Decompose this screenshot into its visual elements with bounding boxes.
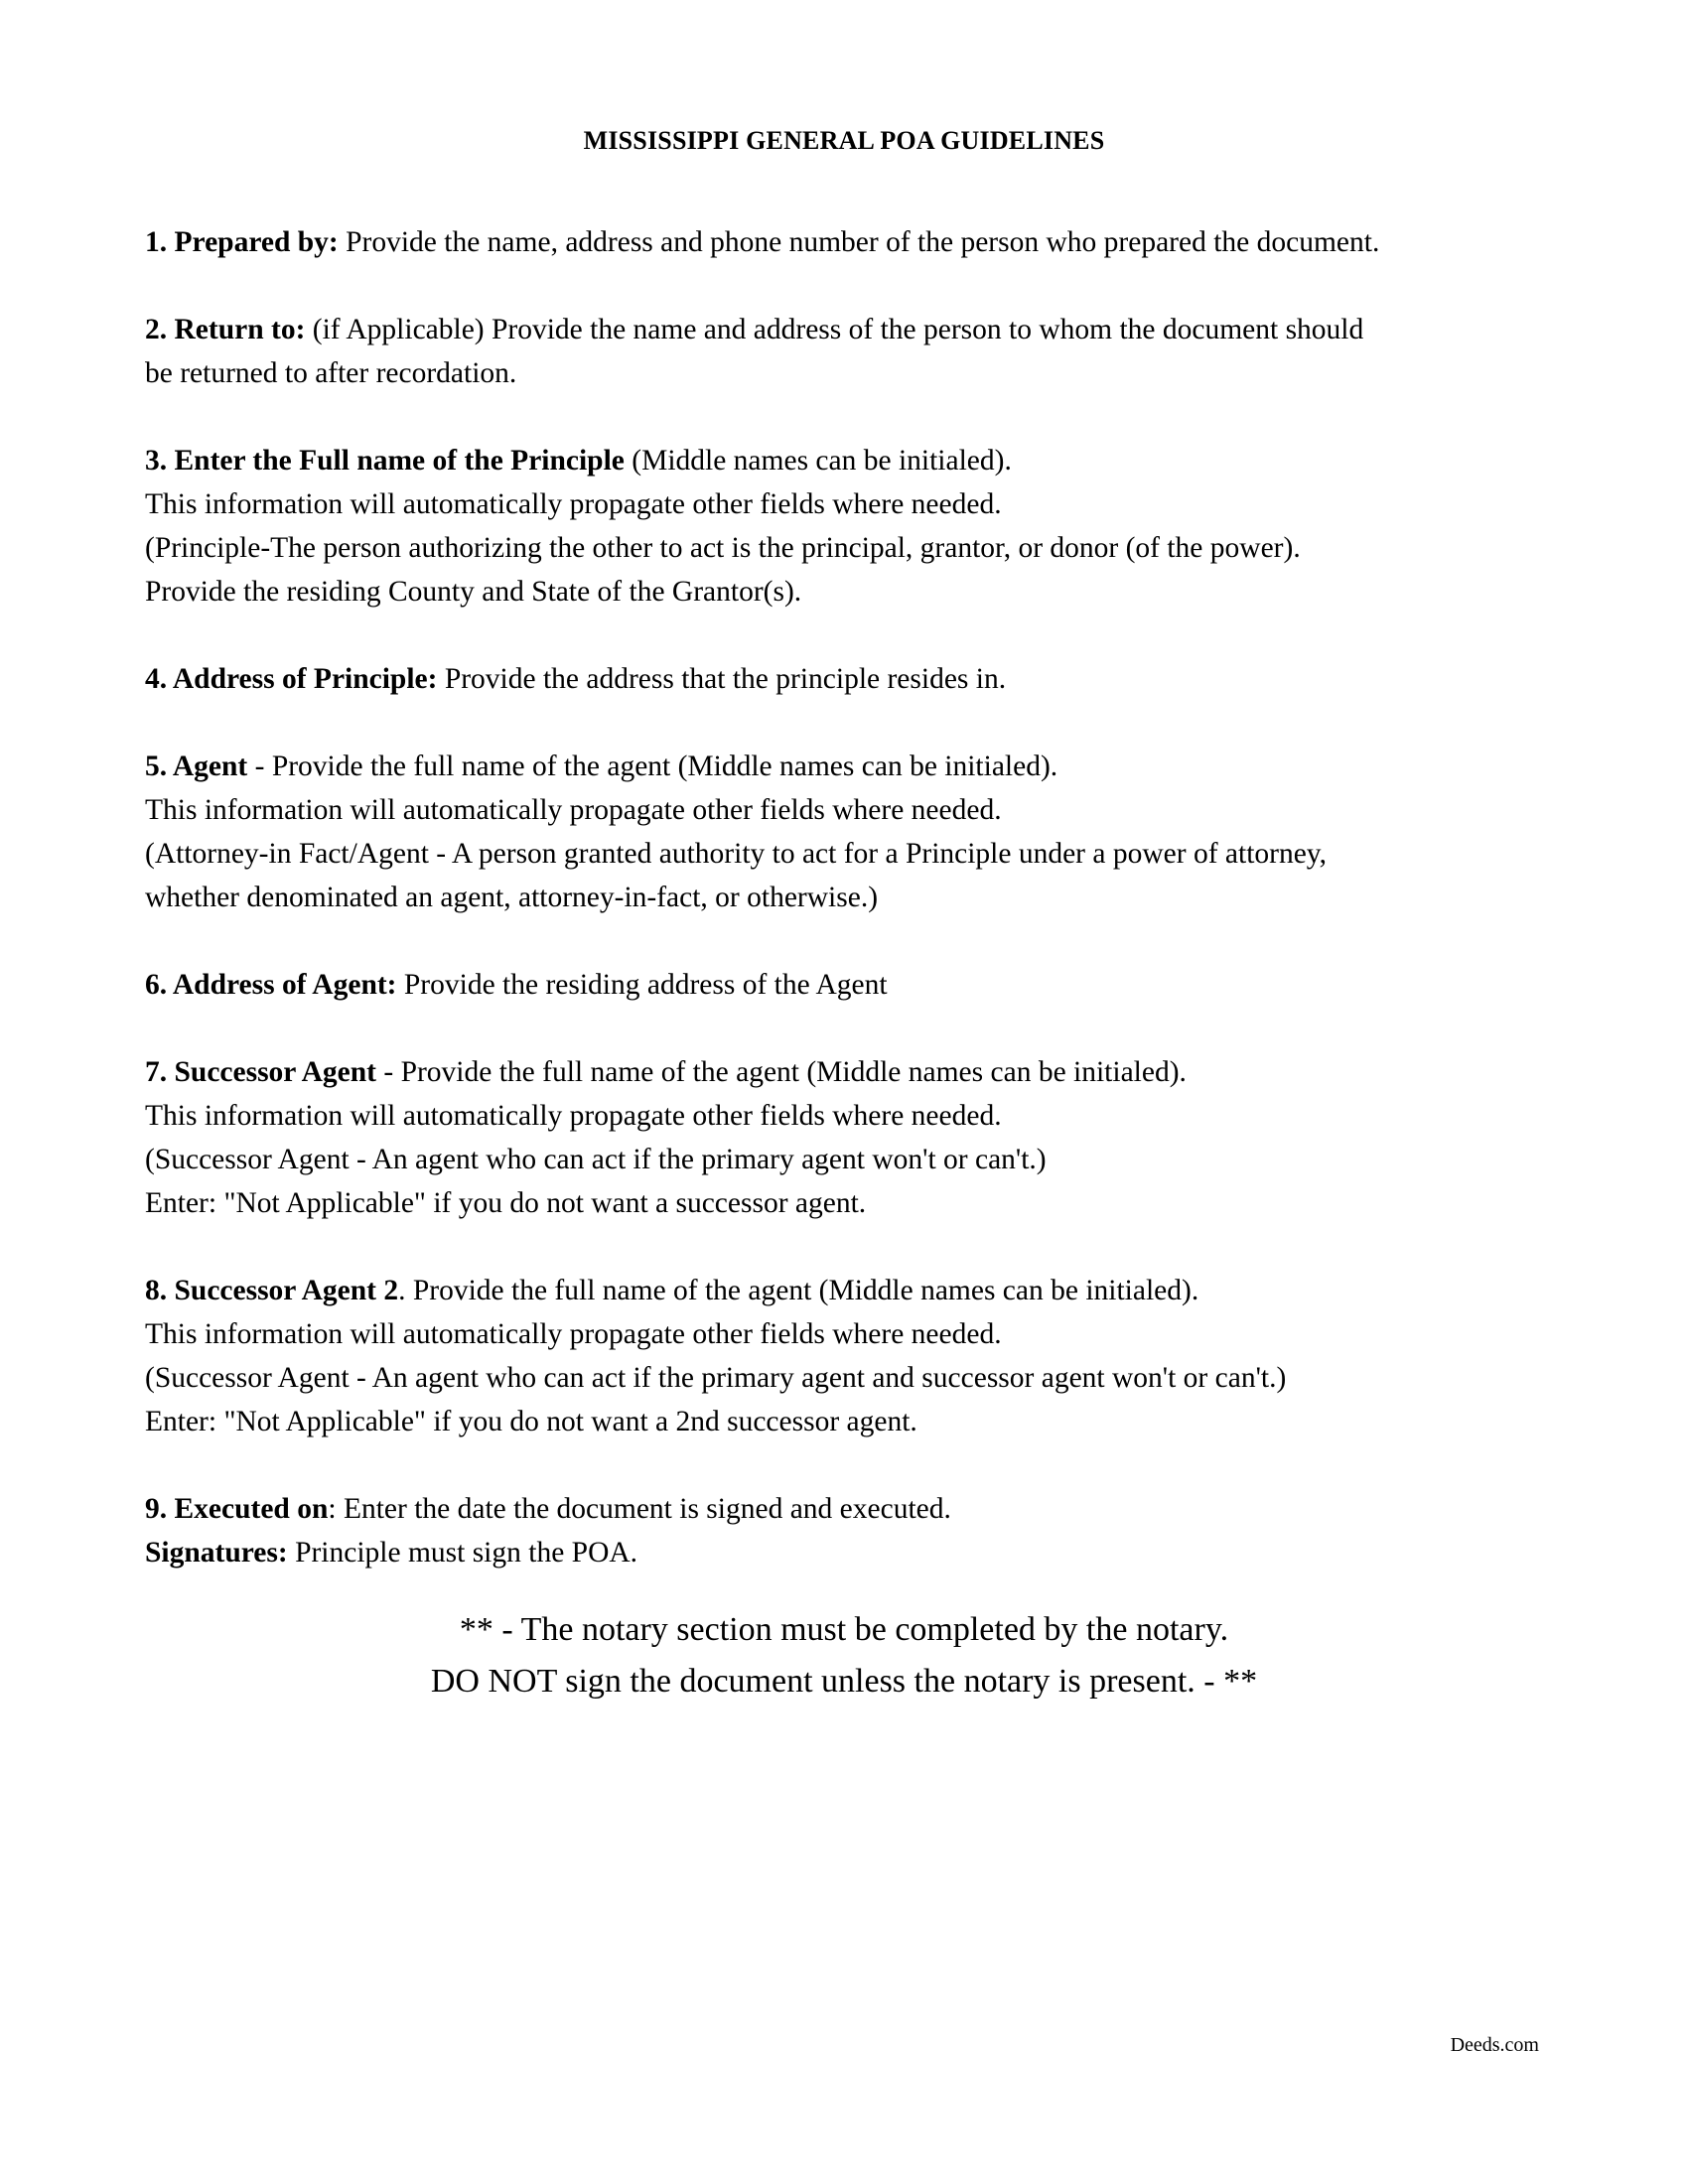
- section-text: Provide the residing address of the Agent: [396, 969, 888, 1001]
- section-heading: 6. Address of Agent:: [145, 969, 397, 1001]
- section-text: Enter: "Not Applicable" if you do not want a successor agent.: [145, 1187, 867, 1219]
- section-heading: 5. Agent: [145, 751, 248, 782]
- section-text: : Enter the date the document is signed and executed.: [328, 1493, 951, 1525]
- section-executed-on: [145, 1487, 1555, 1531]
- section-text: Principle must sign the POA.: [287, 1537, 638, 1569]
- section-text: (Attorney-in Fact/Agent - A person granted authority to act for a Principle under a power of attorney,: [145, 838, 1328, 870]
- section-text: - Provide the full name of the agent (Middle names can be initialed).: [376, 1056, 1187, 1088]
- section-text: (Successor Agent - An agent who can act if the primary agent won't or can't.): [145, 1144, 1047, 1175]
- section-text: This information will automatically propagate other fields where needed.: [145, 488, 1002, 520]
- section-text: (Principle-The person authorizing the other to act is the principal, grantor, or donor (of the power).: [145, 532, 1301, 564]
- section-text: This information will automatically propagate other fields where needed.: [145, 1100, 1002, 1132]
- section-successor-agent-2: [145, 1269, 1555, 1443]
- section-heading: 1. Prepared by:: [145, 226, 339, 258]
- section-line: [145, 745, 1555, 788]
- section-heading: 8. Successor Agent 2: [145, 1275, 399, 1306]
- section-text: Provide the name, address and phone number of the person who prepared the document.: [338, 226, 1380, 258]
- section-agent-address: [145, 963, 1555, 1007]
- section-line: [145, 1269, 1555, 1312]
- section-text: Provide the address that the principle resides in.: [437, 663, 1007, 695]
- footer-brand: Deeds.com: [1450, 2034, 1539, 2056]
- notary-notice-line: ** - The notary section must be completed by the notary.: [459, 1611, 1229, 1648]
- section-heading: 3. Enter the Full name of the Principle: [145, 445, 625, 477]
- section-heading: 2. Return to:: [145, 314, 306, 345]
- section-text: whether denominated an agent, attorney-in-fact, or otherwise.): [145, 882, 879, 913]
- section-line: [145, 1487, 1555, 1531]
- section-line: [145, 657, 1555, 701]
- section-text: (Successor Agent - An agent who can act if the primary agent and successor agent won't or can't.): [145, 1362, 1287, 1394]
- section-text: be returned to after recordation.: [145, 357, 517, 389]
- guidelines-list: [145, 220, 1555, 1574]
- section-principle-address: [145, 657, 1555, 701]
- section-heading: 9. Executed on: [145, 1493, 329, 1525]
- section-line: [145, 963, 1555, 1007]
- document-title: MISSISSIPPI GENERAL POA GUIDELINES: [583, 126, 1105, 155]
- section-line: [145, 220, 1555, 264]
- section-text: - Provide the full name of the agent (Middle names can be initialed).: [247, 751, 1058, 782]
- section-line: [145, 1050, 1555, 1094]
- section-return-to: [145, 308, 1555, 395]
- section-text: This information will automatically propagate other fields where needed.: [145, 794, 1002, 826]
- section-text: Provide the residing County and State of the Grantor(s).: [145, 576, 802, 608]
- section-line: [145, 439, 1555, 482]
- section-signatures: [145, 1531, 1555, 1574]
- notary-notice-line: DO NOT sign the document unless the notary is present. - **: [430, 1663, 1258, 1700]
- section-prepared-by: [145, 220, 1555, 264]
- notary-notice: [0, 1604, 1688, 1707]
- section-line: [145, 308, 1555, 351]
- section-text: (Middle names can be initialed).: [624, 445, 1012, 477]
- section-principle-name: [145, 439, 1555, 614]
- section-heading: 7. Successor Agent: [145, 1056, 376, 1088]
- section-text: (if Applicable) Provide the name and address of the person to whom the document should: [305, 314, 1364, 345]
- section-agent: [145, 745, 1555, 919]
- section-heading: 4. Address of Principle:: [145, 663, 438, 695]
- section-text: This information will automatically propagate other fields where needed.: [145, 1318, 1002, 1350]
- section-successor-agent: [145, 1050, 1555, 1225]
- section-text: . Provide the full name of the agent (Middle names can be initialed).: [398, 1275, 1199, 1306]
- section-text: Enter: "Not Applicable" if you do not want a 2nd successor agent.: [145, 1406, 917, 1437]
- section-line: [145, 1531, 1555, 1574]
- section-heading: Signatures:: [145, 1537, 288, 1569]
